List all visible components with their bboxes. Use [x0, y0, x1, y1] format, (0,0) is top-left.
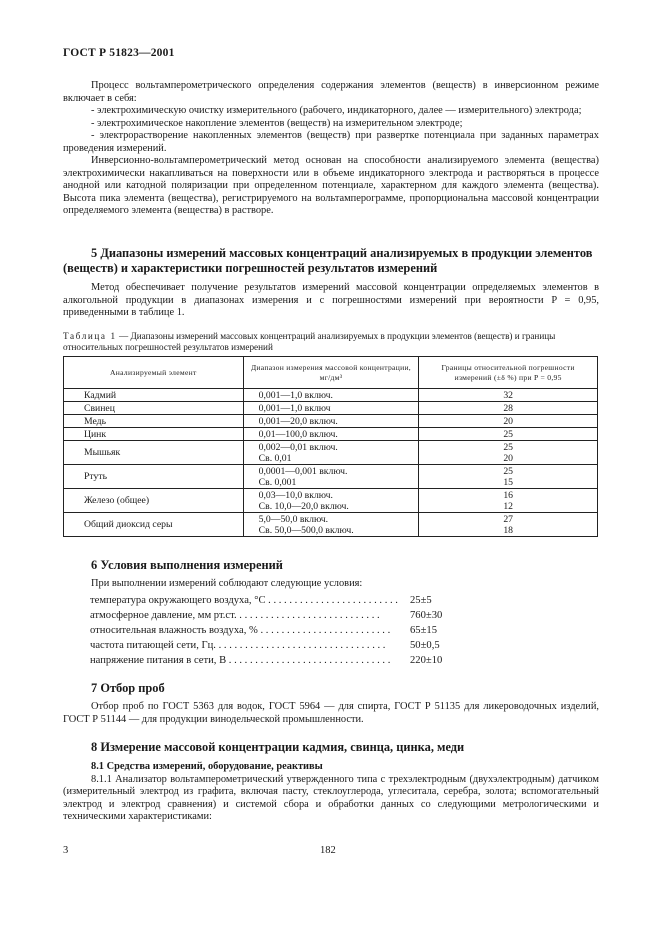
error-line: 25 — [503, 441, 513, 453]
condition-row — [90, 638, 450, 653]
table-1-caption — [63, 331, 603, 353]
condition-label: температура окружающего воздуха, °С . . . . . . . . . . . . . . . . . . . . . . . . . — [90, 595, 398, 606]
table-cell-error: 20 — [419, 415, 598, 428]
table-cell-error: 25 — [419, 428, 598, 441]
intro-block — [63, 80, 599, 218]
condition-row — [90, 623, 450, 638]
error-line: 27 — [503, 513, 513, 525]
condition-label: относительная влажность воздуха, % . . . . . . . . . . . . . . . . . . . . . . . . . — [90, 625, 391, 636]
condition-value: 25±5 — [410, 595, 432, 606]
condition-value: 65±15 — [410, 625, 438, 636]
section-number: 6 — [91, 558, 98, 572]
table-cell-element: Кадмий — [64, 389, 244, 402]
table-cell-element: Свинец — [64, 402, 244, 415]
table-cell-range — [243, 513, 419, 537]
section-title: Измерение массовой концентрации кадмия, свинца, цинка, меди — [100, 740, 465, 754]
table-caption-text: — Диапазоны измерений массовых концентраций анализируемых в продукции элементов (веществ) и границы относительных погрешностей результатов измерений — [63, 331, 556, 352]
table-cell-element: Мышьяк — [64, 441, 244, 465]
condition-label: напряжение питания в сети, В . . . . . . . . . . . . . . . . . . . . . . . . . . . . . . . — [90, 655, 391, 666]
table-header-cell: Диапазон измерения массовой концентрации, мг/дм³ — [243, 357, 419, 389]
table-cell-range: 0,01—100,0 включ. — [243, 428, 419, 441]
section-7-text-block — [63, 701, 599, 726]
condition-label: частота питающей сети, Гц. . . . . . . . . . . . . . . . . . . . . . . . . . . . . . . . . — [90, 640, 386, 651]
range-line: 0,002—0,01 включ. — [258, 441, 338, 453]
intro-bullet: - электрохимическую очистку измерительного (рабочего, индикаторного, далее — измерительного) электрода; — [91, 105, 582, 116]
range-line: Св. 10,0—20,0 включ. — [258, 500, 349, 512]
table-header-row — [64, 357, 598, 389]
section-5-heading — [63, 246, 599, 276]
error-line: 15 — [503, 476, 513, 488]
table-caption-label: Таблица 1 — [63, 331, 117, 341]
range-line: 5,0—50,0 включ. — [258, 513, 329, 525]
intro-bullet: - электрорастворение накопленных элементов (веществ) при развертке потенциала при заданных параметрах проведения измерений. — [63, 130, 599, 154]
section-5-text: Метод обеспечивает получение результатов измерений массовой концентрации определяемых элементов в алкогольной продукции в диапазонах измерения и с погрешностями измерений при вероятности P = 0,95, приведенными в таблице 1. — [63, 282, 599, 318]
table-cell-range — [243, 489, 419, 513]
condition-value: 50±0,5 — [410, 640, 440, 651]
table-cell-error: 28 — [419, 402, 598, 415]
table-row — [64, 441, 598, 465]
table-cell-range: 0,001—1,0 включ. — [243, 389, 419, 402]
table-cell-error: 32 — [419, 389, 598, 402]
range-line: 0,03—10,0 включ. — [258, 489, 333, 501]
table-row — [64, 513, 598, 537]
range-line: Св. 0,001 — [258, 476, 297, 488]
footer-page-number: 182 — [320, 845, 336, 856]
error-line: 16 — [503, 489, 513, 501]
subsection-title: 8.1 Средства измерений, оборудование, реактивы — [91, 761, 323, 772]
intro-paragraph: Инверсионно-вольтамперометрический метод основан на способности анализируемого элемента (вещества) электрохимически накапливаться на поверхности или в объеме индикаторного электрода и растворяться в процессе анодной или катодной поляризации при определенном потенциале, характерном для каждого элемента (вещества). Высота пика элемента (вещества), регистрируемого на вольтамперограмме, пропорциональна массовой концентрации определяемого элемента (вещества) в растворе. — [63, 155, 599, 216]
error-line: 18 — [503, 524, 513, 536]
table-row — [64, 428, 598, 441]
error-line: 25 — [503, 465, 513, 477]
range-line: Св. 50,0—500,0 включ. — [258, 524, 354, 536]
footer-left-number: 3 — [63, 845, 69, 856]
table-cell-element: Цинк — [64, 428, 244, 441]
section-title: Диапазоны измерений массовых концентраций анализируемых в продукции элементов (веществ) и характеристики погрешностей результатов измерений — [63, 246, 593, 275]
condition-value: 220±10 — [410, 655, 443, 666]
table-row — [64, 389, 598, 402]
table-header-cell: Границы относительной погрешности измерений (±δ %) при P = 0,95 — [419, 357, 598, 389]
table-cell-range: 0,001—1,0 включ — [243, 402, 419, 415]
table-cell-range — [243, 441, 419, 465]
table-row — [64, 402, 598, 415]
table-cell-element: Ртуть — [64, 465, 244, 489]
section-8-text: 8.1.1 Анализатор вольтамперометрический утвержденного типа с трехэлектродным (двухэлектродным) датчиком (измерительный электрод из графита, включая пасту, стеклоуглерода, углеситала, серебра, золота; вспомогательный электрод и электрод сравнения) и системой сбора и обработки данных со следующими метрологическими и техническими характеристиками: — [63, 773, 599, 822]
section-7-text: Отбор проб по ГОСТ 5363 для водок, ГОСТ 5964 — для спирта, ГОСТ Р 51135 для ликероводочных изделий, ГОСТ Р 51144 — для продукции винодельческой промышленности. — [63, 701, 599, 725]
error-line: 12 — [503, 500, 513, 512]
condition-row — [90, 653, 450, 668]
condition-row — [90, 593, 450, 608]
section-8-heading — [63, 740, 599, 755]
intro-bullet: - электрохимическое накопление элементов (веществ) на измерительном электроде; — [91, 117, 463, 129]
section-6-text-block — [63, 578, 599, 591]
table-cell-error — [419, 513, 598, 537]
table-1 — [63, 356, 598, 537]
conditions-list — [90, 593, 450, 668]
section-number: 7 — [91, 681, 98, 695]
section-6-heading — [63, 558, 599, 573]
condition-row — [90, 608, 450, 623]
table-header-cell: Анализируемый элемент — [64, 357, 244, 389]
range-line: 0,0001—0,001 включ. — [258, 465, 348, 477]
section-5-text-block — [63, 282, 599, 320]
table-row — [64, 465, 598, 489]
table-cell-range — [243, 465, 419, 489]
table-cell-error — [419, 465, 598, 489]
section-6-text: При выполнении измерений соблюдают следующие условия: — [91, 578, 363, 589]
table-cell-error — [419, 489, 598, 513]
table-cell-range: 0,001—20,0 включ. — [243, 415, 419, 428]
section-title: Условия выполнения измерений — [100, 558, 283, 572]
section-7-heading — [63, 681, 599, 696]
section-title: Отбор проб — [100, 681, 165, 695]
condition-value: 760±30 — [410, 610, 443, 621]
table-cell-element: Железо (общее) — [64, 489, 244, 513]
error-line: 20 — [503, 452, 513, 464]
section-number: 8 — [91, 740, 98, 754]
section-number: 5 — [91, 246, 98, 260]
document-header: ГОСТ Р 51823—2001 — [63, 47, 175, 59]
table-row — [64, 415, 598, 428]
intro-paragraph: Процесс вольтамперометрического определения содержания элементов (веществ) в инверсионном режиме включает в себя: — [63, 80, 599, 104]
table-cell-element: Общий диоксид серы — [64, 513, 244, 537]
table-row — [64, 489, 598, 513]
table-cell-element: Медь — [64, 415, 244, 428]
table-cell-error — [419, 441, 598, 465]
section-8-text-block — [63, 761, 599, 824]
range-line: Св. 0,01 — [258, 452, 292, 464]
condition-label: атмосферное давление, мм рт.ст. . . . . . . . . . . . . . . . . . . . . . . . . . . . — [90, 610, 380, 621]
